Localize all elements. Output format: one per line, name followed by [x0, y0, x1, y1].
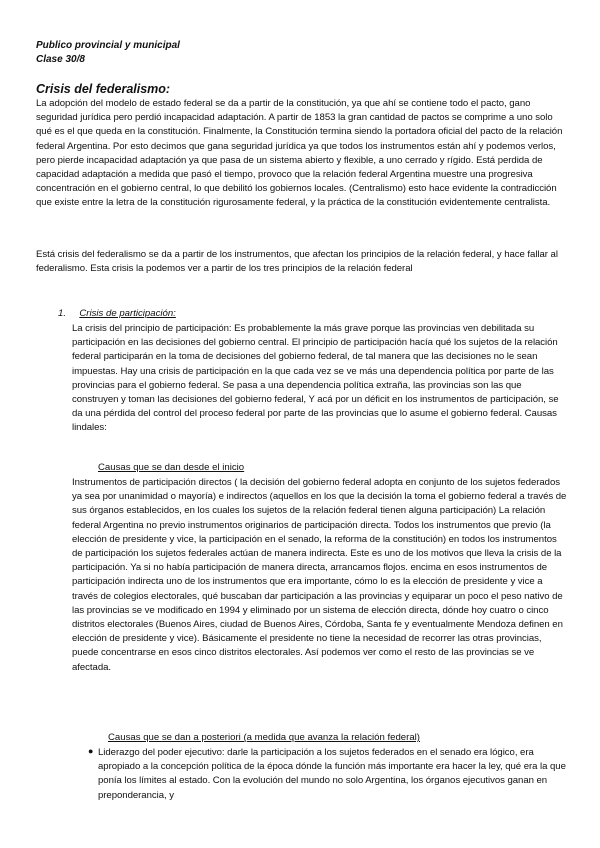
section-body: La crisis del principio de participación: Es probablemente la más grave porque las provincias ven debilitada su participación en las decisiones del gobierno central. El principio de participación hacía qué los sujetos de la relación federal participarán en la toma de decisiones del gobierno federal, de tal manera que las decisiones no le sean impuestas. Hay una crisis de participación en la que cada vez se ve más una dependencia política por parte de las provincias para el gobierno federal. Se pasa a una dependencia política extraña, las provincias son las que construyen y toman las decisiones del gobierno federal, Y acá por un déficit en los instrumentos de participación, se da una pérdida del control del proceso federal por parte de las provincias que lo asume el gobierno federal. Causas lindales:: [72, 323, 559, 434]
subheading-initial-causes: Causas que se dan desde el inicio: [98, 462, 245, 473]
subheading-later-causes: Causas que se dan a posteriori (a medida que avanza la relación federal): [108, 732, 420, 743]
class-date-label: Clase 30/8: [36, 54, 85, 65]
section-heading: [58, 308, 176, 319]
section-heading-label: Crisis de participación:: [79, 308, 176, 319]
document-title: Crisis del federalismo:: [36, 82, 171, 96]
course-title: Publico provincial y municipal: [36, 40, 180, 51]
section-number: 1.: [58, 308, 67, 319]
bullet-item: Liderazgo del poder ejecutivo: darle la participación a los sujetos federados en el senado era lógico, era apropiado a la concepción política de la época dónde la función más importante era hacer la ley, qué era la que ponía los límites al estado. Con la evolución del mundo no solo Argentina, los órganos ejecutivos ganan en preponderancia, y: [98, 747, 566, 801]
bullet-icon: ●: [88, 746, 94, 756]
initial-causes-text: Instrumentos de participación directos ( la decisión del gobierno federal adopta en conjunto de los sujetos federados ya sea por unanimidad o mayoría) e indirectos (aquellos en los que la decisión la toma el gobierno federal a través de sus órganos establecidos, en los cuales los sujetos de la relación federal tienen alguna participación) La relación federal Argentina no previo instrumentos originarios de participación directa. Todos los instrumentos que previo (la elección de presidente y vice, la participación en el senado, la reforma de la constitución) en todos los instrumentos de participación los sujetos federales actúan de manera indirecta. Este es uno de los motivos que lleva la crisis de la participación. Ya si no había participación de manera directa, arrancamos flojos. encima en esos instrumentos de participación indirecta uno de los instrumentos que era importante, cómo lo es la elección de presidente y vice a través de colegios electorales, qué buscaban dar participación a las provincias y equiparar un poco el peso nativo de las provincias se ve modificado en 1994 y eliminado por un sistema de elección directa, dónde hoy cuatro o cinco distritos electorales (Buenos Aires, ciudad de Buenos Aires, Córdoba, Santa fe y eventualmente Mendoza definen en elección de presidente y vice). Básicamente el presidente no tiene la necesidad de recorrer las otras provincias, puede concentrarse en esos cinco distritos electorales. Así podemos ver como el resto de las provincias se ve afectada.: [72, 477, 567, 673]
intro-paragraph: La adopción del modelo de estado federal se da a partir de la constitución, ya que ahí se contiene todo el pacto, gano seguridad jurídica pero perdió incapacidad adaptación. A partir de 1853 la gran cantidad de pactos se comprime a uno solo qué es el que queda en la constitución. Finalmente, la Constitución termina siendo la portadora oficial del pacto de la relación federal Argentina. Por esto decimos que gana seguridad jurídica ya que todos los instrumentos están ahí y podemos verlos, pero pierde incapacidad adaptación ya que pasa de un sistema abierto y flexible, a uno cerrado y rígido. Está perdida de capacidad adaptación a medida que pasó el tiempo, provoco que la relación federal Argentina muestre una progresiva concentración en el gobierno central, lo que debilitó los gobiernos locales. (Centralismo) esto hace evidente la contradicción que existe entre la letra de la constitución rigurosamente federal, y la práctica de la constitución evidentemente centralista.: [36, 98, 563, 209]
second-paragraph: Está crisis del federalismo se da a partir de los instrumentos, que afectan los principios de la relación federal, y hace fallar al federalismo. Esta crisis la podemos ver a partir de los tres principios de la relación federal: [36, 249, 558, 275]
